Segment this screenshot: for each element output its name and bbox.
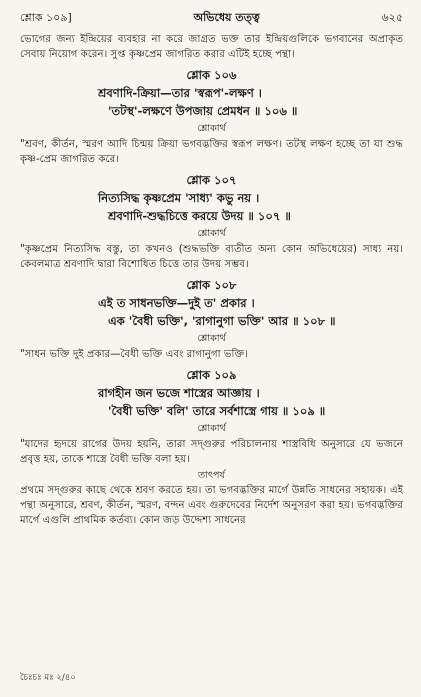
translation-heading: শ্লোকার্থ (197, 228, 226, 239)
verse-106 (20, 67, 403, 167)
verse-line-2-text: শ্রবণাদি-শুদ্ধচিত্তে করয়ে উদয় (108, 209, 244, 223)
verse-translation: "সাধন ভক্তি দুই প্রকার—বৈধী ভক্তি এবং রাগানুগা ভক্তি। (20, 349, 248, 360)
verse-line-2-text: 'তটস্থ'-লক্ষণে উপজায় প্রেমধন (108, 104, 250, 118)
verse-number: ॥ ১০৭ ॥ (247, 209, 291, 223)
verse-number: ॥ ১০৯ ॥ (281, 404, 326, 418)
verse-translation: "যাদের হৃদয়ে রাগের উদয় হয়নি, তারা সদ্‌গুরুর পরিচালনায় শাস্ত্রবিধি অনুসারে যে ভজনে প্রবৃত্ত হয়, তাকে শাস্ত্রে বৈধী ভক্তি বলা হয়। (20, 439, 403, 465)
page-footer: চৈঃচঃ মঃ ২/৪০ (20, 673, 76, 683)
verse-line-2-text: এক 'বৈধী ভক্তি', 'রাগানুগা ভক্তি' আর (108, 314, 289, 328)
verse-title: শ্লোক ১০৭ (186, 173, 237, 187)
page-number: ৬২৫ (381, 11, 403, 24)
verse-translation: "কৃষ্ণপ্রেম নিত্যসিদ্ধ বস্তু, তা কখনও (শুদ্ধভক্তি ব্যতীত অন্য কোন অভিধেয়ের) সাধ্য নয়। কেবলমাত্র শ্রবণাদি দ্বারা বিশোধিত চিত্তে তার উদয় সম্ভব। (20, 244, 403, 270)
page-header (20, 10, 403, 32)
purport-text: প্রথমে সদ্‌গুরুর কাছে থেকে শ্রবণ করতে হয়। তা ভগবদ্ভক্তির মার্গে উন্নতি সাধনের সহায়ক। এই পন্থা অনুসারে, শ্রবণ, কীর্তন, স্মরণ, বন্দন এবং গুরুদেবের নির্দেশ অনুসরণ করা হয়। ভগবদ্ভক্তির মার্গে এগুলি প্রাথমিক কর্তব্য। কোন জড় উদ্দেশ্য সাধনের (20, 485, 403, 526)
verse-line-2-text: 'বৈধী ভক্তি' বলি' তারে সর্বশাস্ত্রে গায় (108, 404, 278, 418)
verse-line-2 (20, 312, 403, 330)
verse-translation: "শ্রবণ, কীর্তন, স্মরণ আদি চিন্ময় ক্রিয়া ভগবদ্ভক্তির স্বরূপ লক্ষণ। তটস্থ লক্ষণ হচ্ছে তা যা শুদ্ধ কৃষ্ণ-প্রেম জাগরিত করে। (20, 139, 403, 165)
intro-paragraph: ভোগের জন্য ইন্দ্রিয়ের ব্যবহার না করে জাগ্রত ভক্ত তার ইন্দ্রিয়গুলিকে ভগবানের অপ্রাকৃত সেবায় নিয়োগ করেন। সুপ্ত কৃষ্ণপ্রেম জাগরিত করার এটিই হচ্ছে পন্থা। (20, 34, 403, 60)
verse-line-2 (20, 207, 403, 225)
purport-heading: তাৎপর্য (198, 470, 225, 481)
translation-heading: শ্লোকার্থ (197, 333, 226, 344)
verse-line-1: শ্রবণাদি-ক্রিয়া—তার 'স্বরূপ'-লক্ষণ । (98, 86, 262, 100)
verse-line-2 (20, 102, 403, 120)
translation-heading: শ্লোকার্থ (197, 423, 226, 434)
verse-title: শ্লোক ১০৬ (186, 68, 237, 82)
verse-line-1: রাগহীন জন ভজে শাস্ত্রের আজ্ঞায় । (98, 386, 260, 400)
verse-title: শ্লোক ১০৯ (186, 368, 237, 382)
verse-108 (20, 277, 403, 362)
verse-line-2 (20, 402, 403, 420)
verse-title: শ্লোক ১০৮ (186, 278, 237, 292)
verse-109 (20, 367, 403, 467)
verse-number: ॥ ১০৬ ॥ (253, 104, 298, 118)
translation-heading: শ্লোকার্থ (197, 123, 226, 134)
chapter-title: অভিধেয় তত্ত্ব (193, 11, 260, 24)
verse-line-1: এই ত সাধনভক্তি—দুই ত' প্রকার । (98, 296, 255, 310)
header-verse-ref: শ্লোক ১০৯] (20, 11, 72, 24)
verse-number: ॥ ১০৮ ॥ (292, 314, 336, 328)
verse-107 (20, 172, 403, 272)
verse-line-1: নিত্যসিদ্ধ কৃষ্ণপ্রেম 'সাধ্য' কভু নয় । (98, 191, 260, 205)
